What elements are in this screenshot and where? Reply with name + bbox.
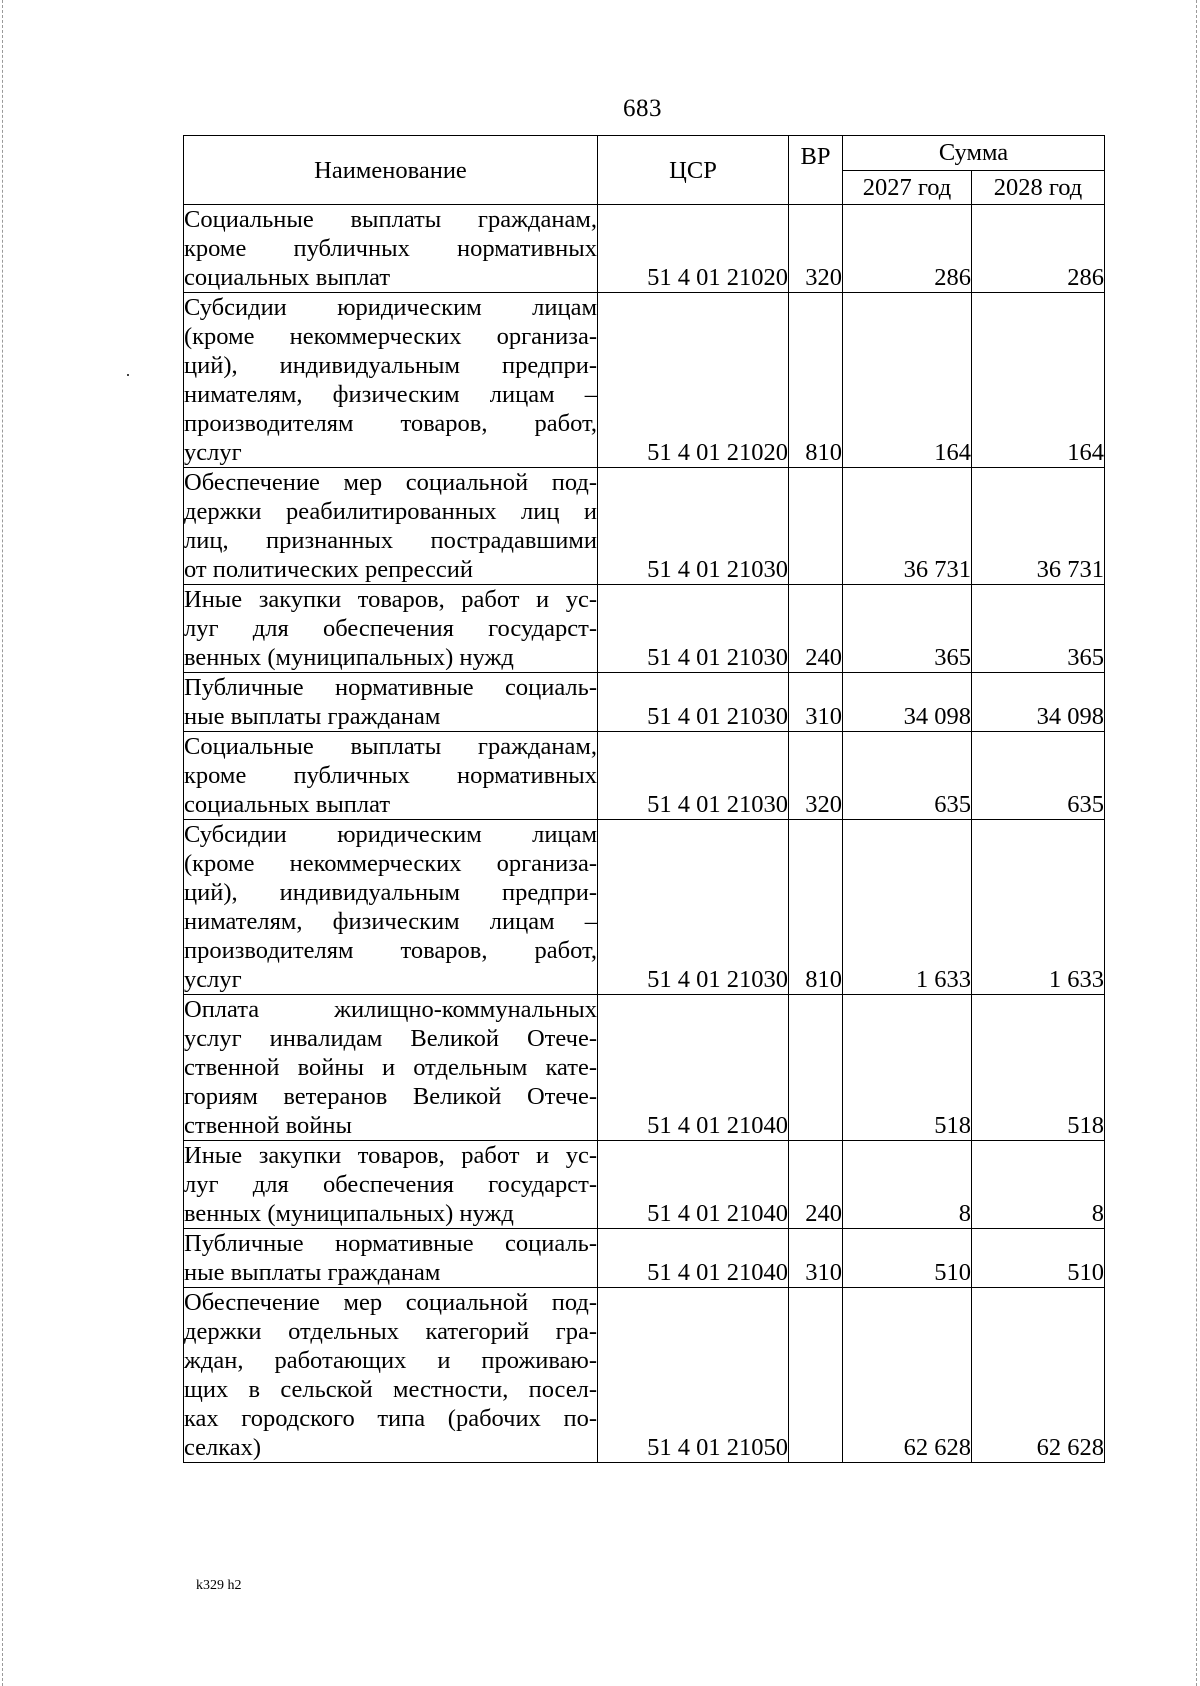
row-name-line: лиц, признанных пострадавшими: [184, 527, 597, 554]
row-name: [184, 673, 598, 732]
row-name-line: услуг: [184, 966, 242, 993]
row-name-line: Иные закупки товаров, работ и ус-: [184, 586, 597, 613]
row-vr: [789, 995, 843, 1141]
header-name: Наименование: [184, 136, 598, 205]
row-amount-2028: 365: [972, 585, 1105, 673]
row-amount-2028: 62 628: [972, 1288, 1105, 1463]
row-name-line: Публичные нормативные социаль-: [184, 674, 597, 701]
row-name-line: услуг: [184, 439, 242, 466]
row-amount-2027: 62 628: [843, 1288, 972, 1463]
row-name-line: Социальные выплаты гражданам,: [184, 733, 597, 760]
footer-code: k329 h2: [196, 1578, 242, 1593]
header-year-2028: 2028 год: [972, 170, 1105, 205]
scan-speck: [127, 374, 129, 376]
row-name: [184, 1229, 598, 1288]
row-name: [184, 205, 598, 293]
row-amount-2028: 1 633: [972, 820, 1105, 995]
row-vr: 810: [789, 820, 843, 995]
table-row: [184, 820, 1105, 995]
row-vr: 240: [789, 585, 843, 673]
row-name-line: щих в сельской местности, посел-: [184, 1376, 597, 1403]
table-row: [184, 673, 1105, 732]
row-vr: 810: [789, 293, 843, 468]
row-amount-2027: 510: [843, 1229, 972, 1288]
row-name-line: ственной войны и отдельным кате-: [184, 1054, 597, 1081]
row-name-line: производителям товаров, работ,: [184, 410, 597, 437]
row-amount-2028: 164: [972, 293, 1105, 468]
scan-edge-right: [1196, 0, 1197, 1686]
row-csr: 51 4 01 21030: [598, 732, 789, 820]
row-amount-2028: 635: [972, 732, 1105, 820]
table-row: [184, 1288, 1105, 1463]
row-csr: 51 4 01 21030: [598, 820, 789, 995]
row-amount-2027: 36 731: [843, 468, 972, 585]
row-name: [184, 995, 598, 1141]
row-name-line: кроме публичных нормативных: [184, 762, 597, 789]
table-row: [184, 293, 1105, 468]
row-vr: 310: [789, 673, 843, 732]
row-name-line: ждан, работающих и проживаю-: [184, 1347, 597, 1374]
row-name-line: Социальные выплаты гражданам,: [184, 206, 597, 233]
row-name-line: селках): [184, 1434, 262, 1461]
row-name-line: от политических репрессий: [184, 556, 473, 583]
row-name-line: гориям ветеранов Великой Отече-: [184, 1083, 597, 1110]
table-header: [184, 136, 1105, 205]
row-name-line: (кроме некоммерческих организа-: [184, 323, 597, 350]
row-name: [184, 585, 598, 673]
row-name-line: Обеспечение мер социальной под-: [184, 1289, 597, 1316]
table-body: [184, 205, 1105, 1463]
header-csr: ЦСР: [598, 136, 789, 205]
row-name-line: держки отдельных категорий гра-: [184, 1318, 597, 1345]
row-amount-2028: 518: [972, 995, 1105, 1141]
header-sum: Сумма: [843, 136, 1105, 171]
row-amount-2027: 518: [843, 995, 972, 1141]
row-amount-2028: 36 731: [972, 468, 1105, 585]
row-amount-2027: 286: [843, 205, 972, 293]
row-csr: 51 4 01 21040: [598, 1229, 789, 1288]
row-amount-2027: 34 098: [843, 673, 972, 732]
table-row: [184, 468, 1105, 585]
row-csr: 51 4 01 21040: [598, 995, 789, 1141]
row-name-line: ственной войны: [184, 1112, 352, 1139]
row-name-line: ций), индивидуальным предпри-: [184, 879, 597, 906]
row-vr: 240: [789, 1141, 843, 1229]
table-row: [184, 585, 1105, 673]
row-name-line: Обеспечение мер социальной под-: [184, 469, 597, 496]
row-csr: 51 4 01 21030: [598, 585, 789, 673]
row-name: [184, 293, 598, 468]
table-row: [184, 732, 1105, 820]
row-name-line: ные выплаты гражданам: [184, 703, 441, 730]
row-name-line: ные выплаты гражданам: [184, 1259, 441, 1286]
table-row: [184, 1229, 1105, 1288]
row-amount-2027: 365: [843, 585, 972, 673]
row-name-line: венных (муниципальных) нужд: [184, 644, 514, 671]
row-amount-2028: 8: [972, 1141, 1105, 1229]
row-name-line: луг для обеспечения государст-: [184, 615, 597, 642]
row-amount-2027: 1 633: [843, 820, 972, 995]
row-name: [184, 468, 598, 585]
row-vr: 320: [789, 732, 843, 820]
row-amount-2028: 510: [972, 1229, 1105, 1288]
table-row: [184, 1141, 1105, 1229]
row-csr: 51 4 01 21040: [598, 1141, 789, 1229]
row-name: [184, 820, 598, 995]
row-name: [184, 1141, 598, 1229]
row-amount-2028: 286: [972, 205, 1105, 293]
budget-table: [183, 135, 1105, 1463]
row-csr: 51 4 01 21020: [598, 205, 789, 293]
header-year-2027: 2027 год: [843, 170, 972, 205]
row-amount-2027: 164: [843, 293, 972, 468]
row-name-line: держки реабилитированных лиц и: [184, 498, 597, 525]
row-vr: [789, 1288, 843, 1463]
row-name: [184, 732, 598, 820]
row-name-line: луг для обеспечения государст-: [184, 1171, 597, 1198]
row-amount-2027: 635: [843, 732, 972, 820]
row-name-line: Оплата жилищно-коммунальных: [184, 996, 597, 1023]
row-name-line: социальных выплат: [184, 264, 391, 291]
row-name-line: нимателям, физическим лицам –: [184, 908, 597, 935]
row-name-line: кроме публичных нормативных: [184, 235, 597, 262]
row-vr: [789, 468, 843, 585]
row-amount-2028: 34 098: [972, 673, 1105, 732]
row-amount-2027: 8: [843, 1141, 972, 1229]
row-name-line: Иные закупки товаров, работ и ус-: [184, 1142, 597, 1169]
row-name-line: Субсидии юридическим лицам: [184, 821, 597, 848]
page-number: 683: [623, 95, 662, 122]
row-vr: 320: [789, 205, 843, 293]
row-name-line: Субсидии юридическим лицам: [184, 294, 597, 321]
row-vr: 310: [789, 1229, 843, 1288]
header-vr: ВР: [789, 136, 843, 205]
row-name: [184, 1288, 598, 1463]
row-name-line: ках городского типа (рабочих по-: [184, 1405, 597, 1432]
row-name-line: нимателям, физическим лицам –: [184, 381, 597, 408]
table-row: [184, 995, 1105, 1141]
row-csr: 51 4 01 21050: [598, 1288, 789, 1463]
table-row: [184, 205, 1105, 293]
row-name-line: Публичные нормативные социаль-: [184, 1230, 597, 1257]
row-name-line: ций), индивидуальным предпри-: [184, 352, 597, 379]
row-name-line: производителям товаров, работ,: [184, 937, 597, 964]
row-csr: 51 4 01 21030: [598, 673, 789, 732]
row-name-line: социальных выплат: [184, 791, 391, 818]
row-name-line: (кроме некоммерческих организа-: [184, 850, 597, 877]
row-csr: 51 4 01 21020: [598, 293, 789, 468]
row-name-line: услуг инвалидам Великой Отече-: [184, 1025, 597, 1052]
row-csr: 51 4 01 21030: [598, 468, 789, 585]
scan-edge-left: [2, 0, 3, 1686]
row-name-line: венных (муниципальных) нужд: [184, 1200, 514, 1227]
